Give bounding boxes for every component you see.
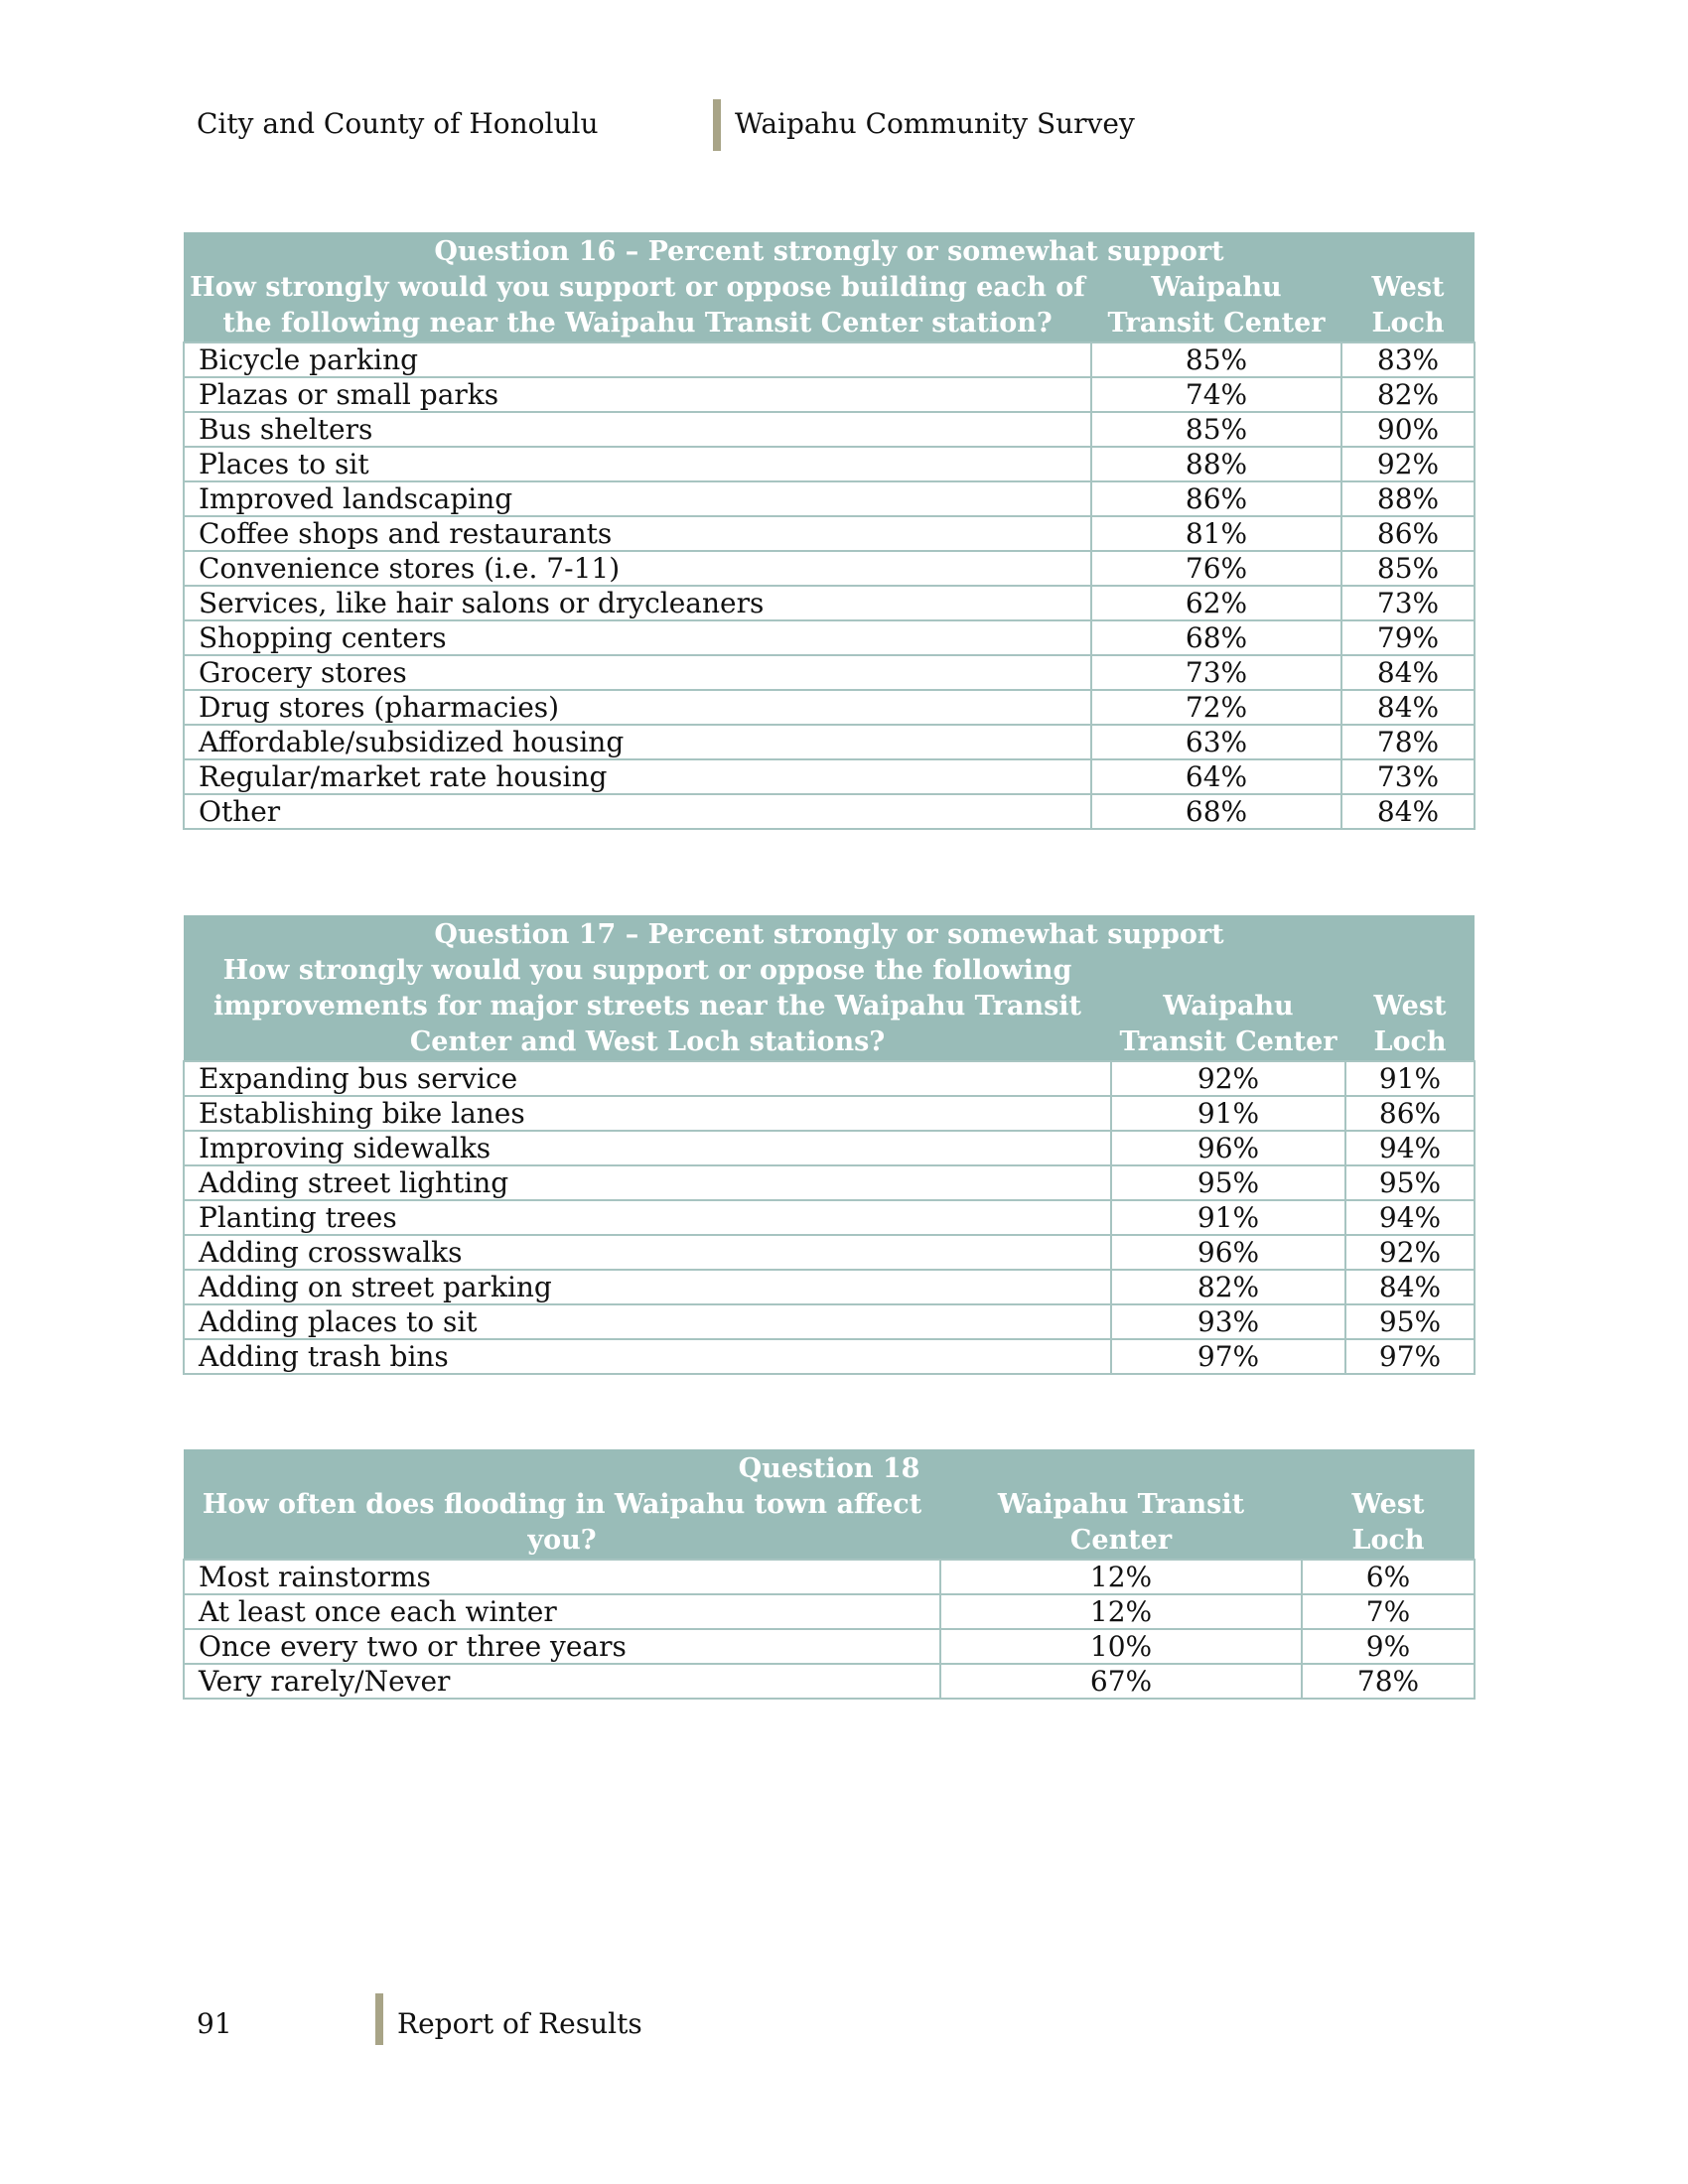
question-16-table <box>183 232 1476 830</box>
column-header-line: West <box>1373 991 1447 1022</box>
west-loch-value: 7% <box>1302 1594 1475 1629</box>
column-header-line: Loch <box>1351 1525 1425 1556</box>
table-row <box>184 342 1475 377</box>
column-header-waipahu <box>940 1487 1302 1560</box>
question-16-text <box>184 270 1091 342</box>
west-loch-value: 73% <box>1341 586 1475 620</box>
waipahu-value: 97% <box>1111 1339 1345 1374</box>
table-row <box>184 1061 1475 1096</box>
waipahu-value: 88% <box>1091 447 1341 481</box>
waipahu-value: 68% <box>1091 620 1341 655</box>
waipahu-value: 93% <box>1111 1304 1345 1339</box>
table-row <box>184 1165 1475 1200</box>
waipahu-value: 12% <box>940 1560 1302 1594</box>
row-label: Adding street lighting <box>184 1165 1111 1200</box>
waipahu-value: 85% <box>1091 342 1341 377</box>
table-row <box>184 655 1475 690</box>
table-row <box>184 1131 1475 1165</box>
row-label: Adding trash bins <box>184 1339 1111 1374</box>
row-label: Bus shelters <box>184 412 1091 447</box>
table-row <box>184 481 1475 516</box>
question-16-rows <box>184 342 1475 829</box>
waipahu-value: 74% <box>1091 377 1341 412</box>
west-loch-value: 97% <box>1345 1339 1475 1374</box>
west-loch-value: 73% <box>1341 759 1475 794</box>
footer-label: Report of Results <box>397 2007 642 2040</box>
column-header-line: Center <box>1069 1525 1173 1556</box>
column-header-line: Transit Center <box>1119 1026 1337 1057</box>
row-label: Regular/market rate housing <box>184 759 1091 794</box>
row-label: Adding places to sit <box>184 1304 1111 1339</box>
waipahu-value: 64% <box>1091 759 1341 794</box>
waipahu-value: 86% <box>1091 481 1341 516</box>
west-loch-value: 85% <box>1341 551 1475 586</box>
question-17-text <box>184 953 1111 1061</box>
question-17-table <box>183 915 1476 1375</box>
west-loch-value: 84% <box>1341 655 1475 690</box>
west-loch-value: 84% <box>1341 690 1475 725</box>
column-header-line: Waipahu Transit <box>997 1489 1245 1520</box>
row-label: Other <box>184 794 1091 829</box>
table-row <box>184 1200 1475 1235</box>
table-row <box>184 620 1475 655</box>
waipahu-value: 73% <box>1091 655 1341 690</box>
row-label: Coffee shops and restaurants <box>184 516 1091 551</box>
waipahu-value: 95% <box>1111 1165 1345 1200</box>
row-label: Adding on street parking <box>184 1270 1111 1304</box>
table-row <box>184 1560 1475 1594</box>
waipahu-value: 96% <box>1111 1235 1345 1270</box>
row-label: Convenience stores (i.e. 7-11) <box>184 551 1091 586</box>
waipahu-value: 67% <box>940 1664 1302 1699</box>
column-header-line: Loch <box>1373 1026 1447 1057</box>
row-label: Improved landscaping <box>184 481 1091 516</box>
row-label: Improving sidewalks <box>184 1131 1111 1165</box>
page-number: 91 <box>197 2007 232 2040</box>
row-label: Places to sit <box>184 447 1091 481</box>
waipahu-value: 81% <box>1091 516 1341 551</box>
table-row <box>184 516 1475 551</box>
row-label: Bicycle parking <box>184 342 1091 377</box>
west-loch-value: 86% <box>1345 1096 1475 1131</box>
row-label: Grocery stores <box>184 655 1091 690</box>
footer-divider <box>375 1993 383 2045</box>
column-header-west-loch <box>1345 953 1475 1061</box>
table-row <box>184 1235 1475 1270</box>
table-row <box>184 725 1475 759</box>
row-label: Expanding bus service <box>184 1061 1111 1096</box>
waipahu-value: 96% <box>1111 1131 1345 1165</box>
question-17-text-line: How strongly would you support or oppose the following <box>222 955 1072 986</box>
row-label: Once every two or three years <box>184 1629 940 1664</box>
waipahu-value: 92% <box>1111 1061 1345 1096</box>
table-row <box>184 759 1475 794</box>
column-header-west-loch <box>1302 1487 1475 1560</box>
row-label: Adding crosswalks <box>184 1235 1111 1270</box>
question-17-text-line: improvements for major streets near the Waipahu Transit <box>212 991 1082 1022</box>
row-label: Drug stores (pharmacies) <box>184 690 1091 725</box>
waipahu-value: 63% <box>1091 725 1341 759</box>
west-loch-value: 84% <box>1341 794 1475 829</box>
waipahu-value: 91% <box>1111 1200 1345 1235</box>
table-row <box>184 447 1475 481</box>
west-loch-value: 92% <box>1345 1235 1475 1270</box>
question-16-text-line: How strongly would you support or oppose building each of <box>190 272 1085 303</box>
west-loch-value: 6% <box>1302 1560 1475 1594</box>
waipahu-value: 72% <box>1091 690 1341 725</box>
question-18-text <box>184 1487 940 1560</box>
question-16-text-line: the following near the Waipahu Transit Center station? <box>222 308 1053 339</box>
table-row <box>184 1664 1475 1699</box>
west-loch-value: 91% <box>1345 1061 1475 1096</box>
west-loch-value: 92% <box>1341 447 1475 481</box>
waipahu-value: 82% <box>1111 1270 1345 1304</box>
west-loch-value: 84% <box>1345 1270 1475 1304</box>
row-label: Establishing bike lanes <box>184 1096 1111 1131</box>
question-18-text-line: you? <box>527 1525 597 1556</box>
west-loch-value: 88% <box>1341 481 1475 516</box>
table-row <box>184 1096 1475 1131</box>
question-18-table <box>183 1449 1476 1700</box>
question-18-text-line: How often does flooding in Waipahu town affect <box>202 1489 922 1520</box>
header-report-title: Waipahu Community Survey <box>735 107 1135 140</box>
table-row <box>184 794 1475 829</box>
waipahu-value: 68% <box>1091 794 1341 829</box>
west-loch-value: 95% <box>1345 1304 1475 1339</box>
column-header-waipahu <box>1091 270 1341 342</box>
waipahu-value: 10% <box>940 1629 1302 1664</box>
table-row <box>184 1304 1475 1339</box>
row-label: Planting trees <box>184 1200 1111 1235</box>
west-loch-value: 95% <box>1345 1165 1475 1200</box>
west-loch-value: 78% <box>1302 1664 1475 1699</box>
west-loch-value: 94% <box>1345 1200 1475 1235</box>
west-loch-value: 94% <box>1345 1131 1475 1165</box>
question-18-rows <box>184 1560 1475 1699</box>
column-header-line: Transit Center <box>1107 308 1326 339</box>
column-header-line: West <box>1371 272 1445 303</box>
column-header-west-loch <box>1341 270 1475 342</box>
table-row <box>184 551 1475 586</box>
row-label: At least once each winter <box>184 1594 940 1629</box>
column-header-line: Waipahu <box>1151 272 1282 303</box>
question-17-title: Question 17 – Percent strongly or somewhat support <box>184 915 1475 953</box>
column-header-line: Waipahu <box>1163 991 1294 1022</box>
west-loch-value: 82% <box>1341 377 1475 412</box>
row-label: Most rainstorms <box>184 1560 940 1594</box>
waipahu-value: 76% <box>1091 551 1341 586</box>
table-row <box>184 1270 1475 1304</box>
west-loch-value: 86% <box>1341 516 1475 551</box>
row-label: Shopping centers <box>184 620 1091 655</box>
column-header-line: Loch <box>1371 308 1445 339</box>
waipahu-value: 12% <box>940 1594 1302 1629</box>
table-row <box>184 586 1475 620</box>
west-loch-value: 9% <box>1302 1629 1475 1664</box>
question-17-rows <box>184 1061 1475 1374</box>
waipahu-value: 85% <box>1091 412 1341 447</box>
question-16-title: Question 16 – Percent strongly or somewhat support <box>184 232 1475 270</box>
west-loch-value: 83% <box>1341 342 1475 377</box>
table-row <box>184 377 1475 412</box>
west-loch-value: 90% <box>1341 412 1475 447</box>
column-header-line: West <box>1351 1489 1425 1520</box>
waipahu-value: 91% <box>1111 1096 1345 1131</box>
question-18-title: Question 18 <box>184 1449 1475 1487</box>
table-row <box>184 1339 1475 1374</box>
column-header-waipahu <box>1111 953 1345 1061</box>
question-17-text-line: Center and West Loch stations? <box>409 1026 886 1057</box>
table-row <box>184 412 1475 447</box>
row-label: Plazas or small parks <box>184 377 1091 412</box>
header-divider <box>713 99 721 151</box>
waipahu-value: 62% <box>1091 586 1341 620</box>
row-label: Affordable/subsidized housing <box>184 725 1091 759</box>
header-org-name: City and County of Honolulu <box>197 107 599 140</box>
table-row <box>184 690 1475 725</box>
table-row <box>184 1629 1475 1664</box>
row-label: Very rarely/Never <box>184 1664 940 1699</box>
row-label: Services, like hair salons or drycleaners <box>184 586 1091 620</box>
west-loch-value: 78% <box>1341 725 1475 759</box>
west-loch-value: 79% <box>1341 620 1475 655</box>
table-row <box>184 1594 1475 1629</box>
